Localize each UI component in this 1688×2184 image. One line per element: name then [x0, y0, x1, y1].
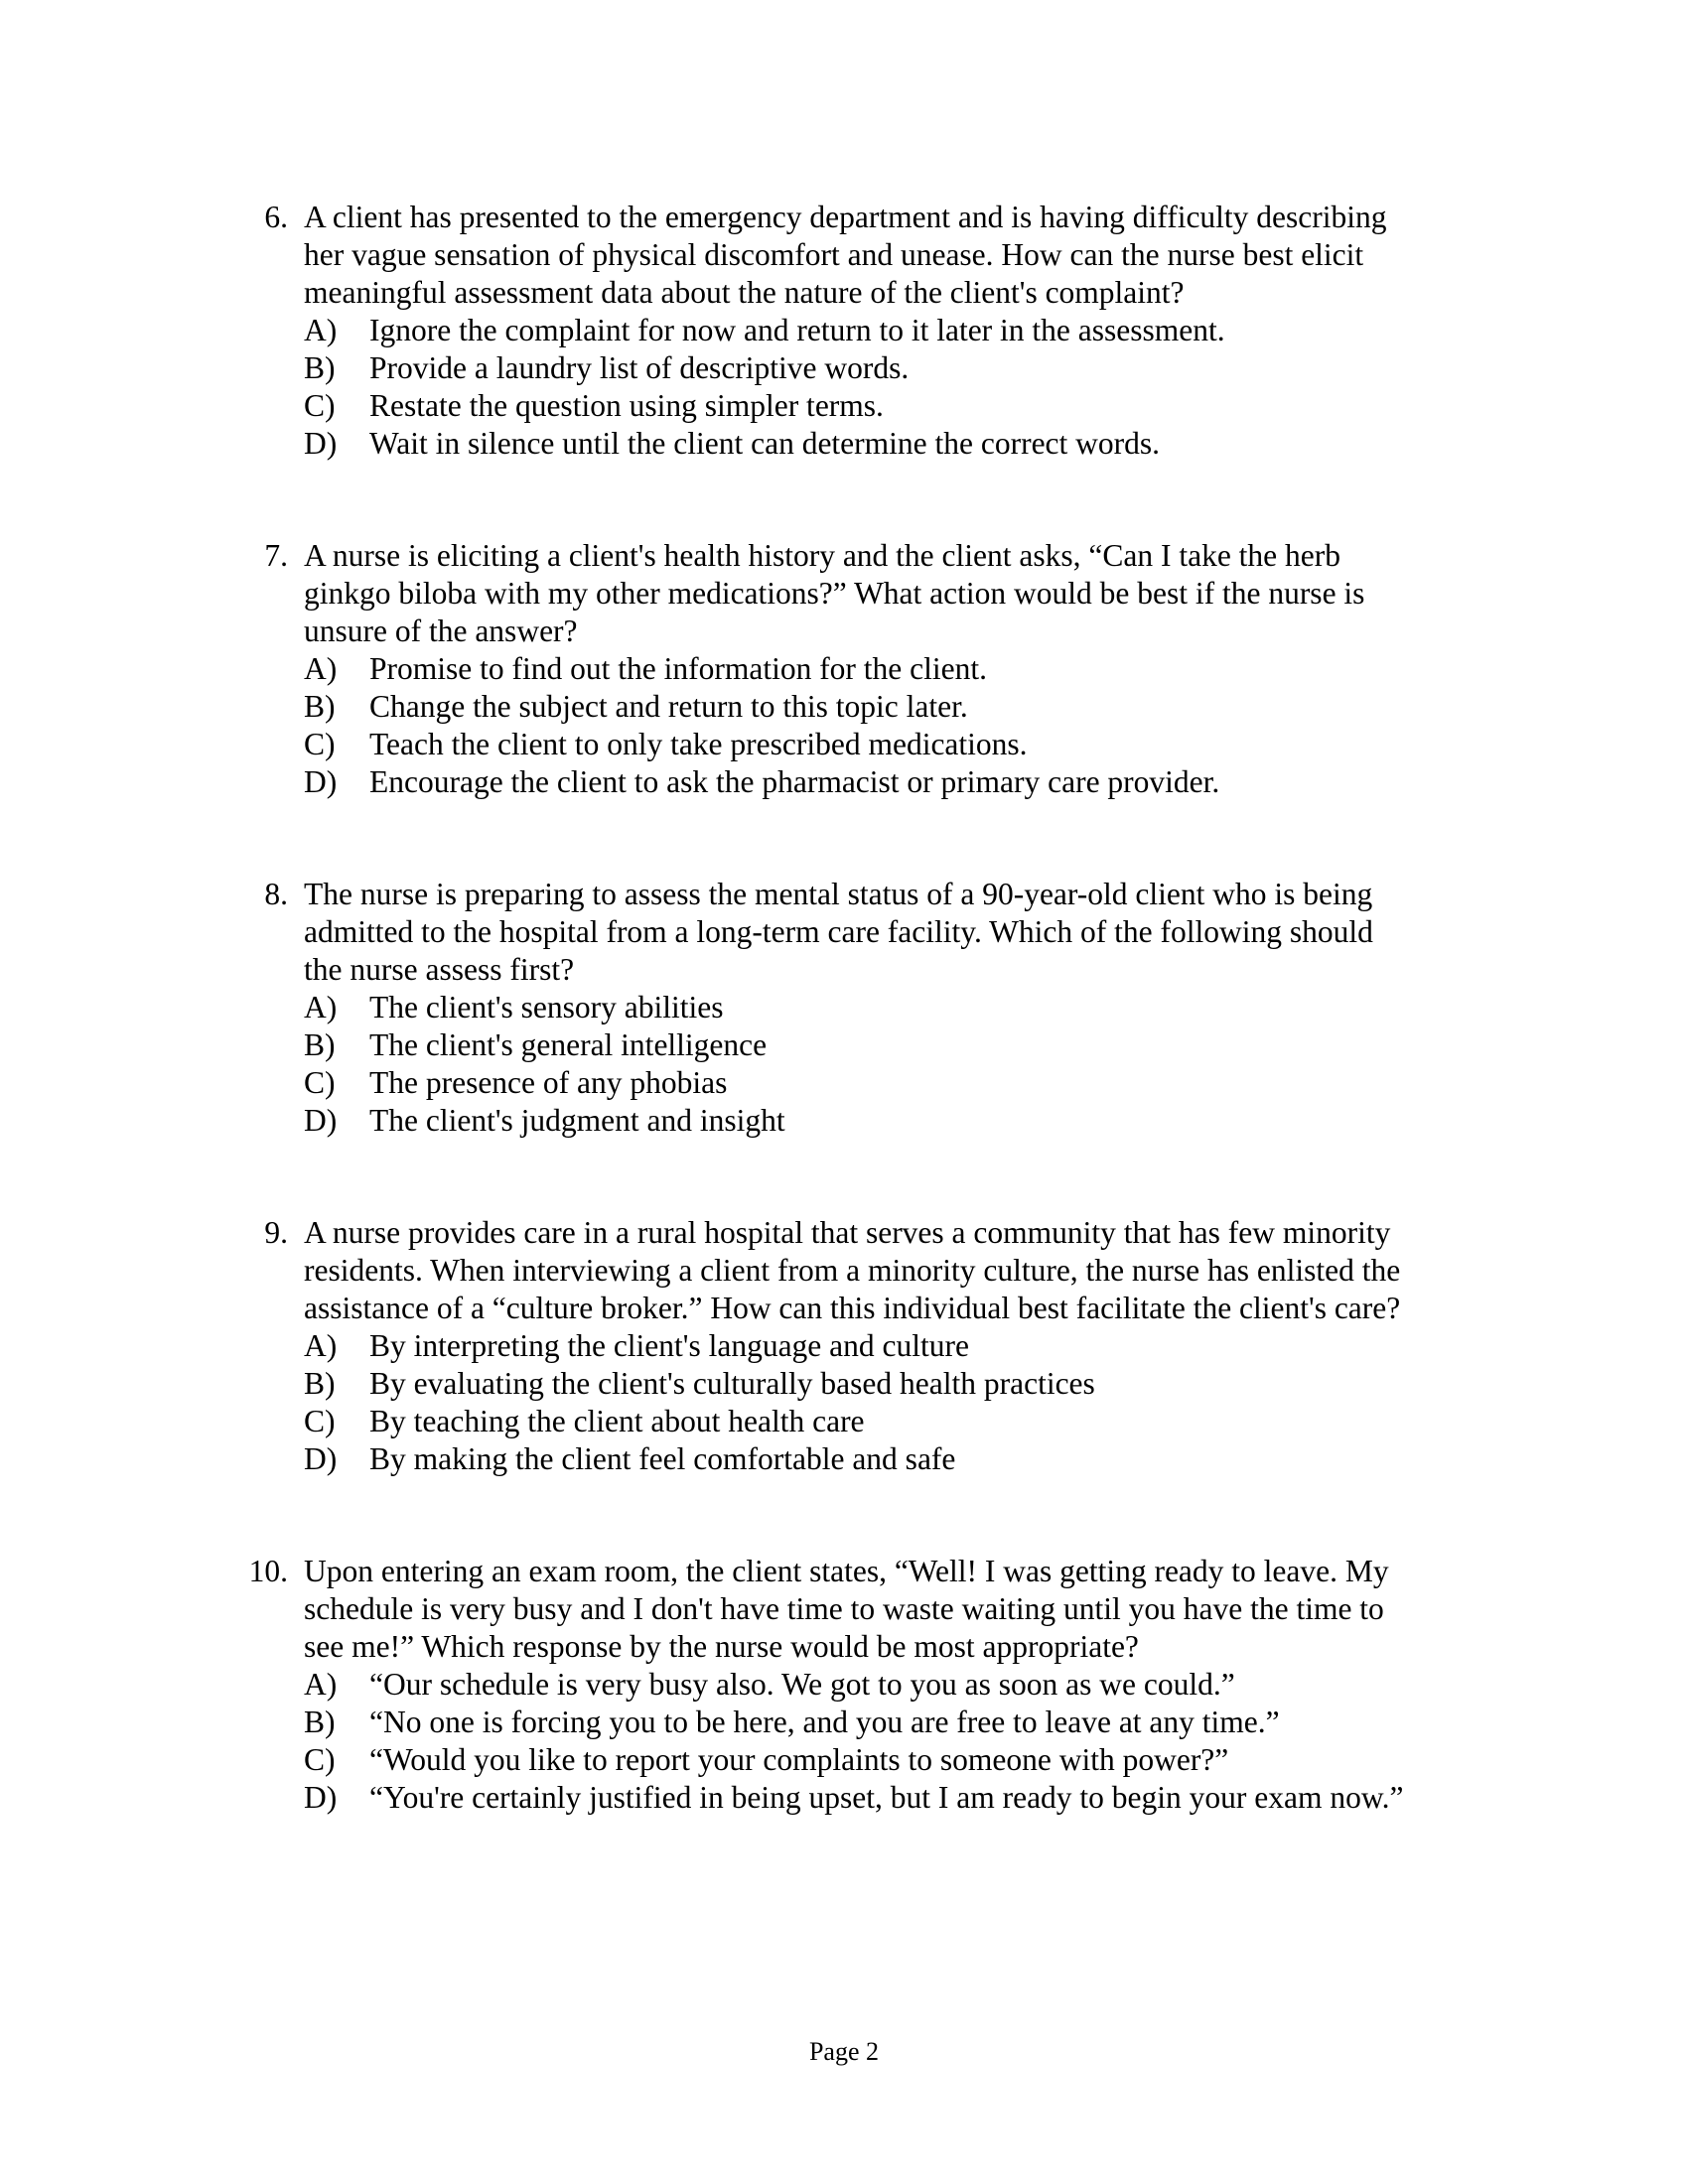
option-letter: D) [304, 1441, 338, 1476]
question-stem-line: Upon entering an exam room, the client states, “Well! I was getting ready to leave. My [304, 1554, 1389, 1588]
option-letter: C) [304, 1742, 336, 1777]
option-letter: A) [304, 1328, 338, 1363]
question-stem-line: A client has presented to the emergency department and is having difficulty describing [304, 200, 1387, 234]
question-stem-line: admitted to the hospital from a long-term care facility. Which of the following should [304, 914, 1373, 949]
option-text: “You're certainly justified in being upset, but I am ready to begin your exam now.” [369, 1780, 1404, 1815]
option-letter: B) [304, 1705, 336, 1739]
question-stem-line: ginkgo biloba with my other medications?” What action would be best if the nurse is [304, 576, 1365, 611]
question-number: 7. [264, 538, 288, 573]
option-letter: C) [304, 727, 336, 761]
question-stem-line: A nurse is eliciting a client's health history and the client asks, “Can I take the herb [304, 538, 1341, 573]
question-stem-line: The nurse is preparing to assess the mental status of a 90-year-old client who is being [304, 877, 1373, 911]
option-text: The client's sensory abilities [369, 990, 724, 1024]
option-letter: A) [304, 651, 338, 686]
option-letter: B) [304, 350, 336, 385]
option-text: By making the client feel comfortable and safe [369, 1441, 956, 1476]
question-stem-line: assistance of a “culture broker.” How can this individual best facilitate the client's care? [304, 1291, 1401, 1325]
question-stem-line: the nurse assess first? [304, 952, 575, 987]
option-text: The client's judgment and insight [369, 1103, 785, 1138]
option-letter: D) [304, 426, 338, 461]
option-text: Ignore the complaint for now and return to it later in the assessment. [369, 313, 1225, 347]
question-stem-line: her vague sensation of physical discomfort and unease. How can the nurse best elicit [304, 237, 1364, 272]
option-text: The client's general intelligence [369, 1027, 768, 1062]
option-letter: A) [304, 990, 338, 1024]
question-stem-line: unsure of the answer? [304, 614, 578, 648]
option-text: “Our schedule is very busy also. We got to you as soon as we could.” [369, 1667, 1235, 1702]
option-text: Promise to find out the information for the client. [369, 651, 988, 686]
question-number: 6. [264, 200, 288, 234]
page-number: Page 2 [808, 2037, 880, 2066]
option-text: “Would you like to report your complaints to someone with power?” [369, 1742, 1229, 1777]
option-letter: D) [304, 1103, 338, 1138]
option-text: By interpreting the client's language and culture [369, 1328, 969, 1363]
question-number: 8. [264, 877, 288, 911]
option-letter: C) [304, 1065, 336, 1100]
option-letter: C) [304, 388, 336, 423]
option-letter: B) [304, 689, 336, 724]
option-text: By evaluating the client's culturally based health practices [369, 1366, 1095, 1401]
option-letter: A) [304, 313, 338, 347]
question-stem-line: schedule is very busy and I don't have time to waste waiting until you have the time to [304, 1591, 1384, 1626]
question-stem-line: see me!” Which response by the nurse would be most appropriate? [304, 1629, 1139, 1664]
option-text: Restate the question using simpler terms. [369, 388, 884, 423]
option-text: Encourage the client to ask the pharmacist or primary care provider. [369, 764, 1220, 799]
question-stem-line: meaningful assessment data about the nature of the client's complaint? [304, 275, 1185, 310]
question-stem-line: residents. When interviewing a client from a minority culture, the nurse has enlisted the [304, 1253, 1401, 1288]
question-number: 10. [248, 1554, 288, 1588]
option-text: Wait in silence until the client can determine the correct words. [369, 426, 1161, 461]
option-letter: D) [304, 1780, 338, 1815]
option-letter: B) [304, 1366, 336, 1401]
option-letter: B) [304, 1027, 336, 1062]
option-letter: C) [304, 1404, 336, 1438]
option-text: “No one is forcing you to be here, and you are free to leave at any time.” [369, 1705, 1280, 1739]
option-letter: A) [304, 1667, 338, 1702]
option-text: Teach the client to only take prescribed medications. [369, 727, 1028, 761]
option-text: The presence of any phobias [369, 1065, 728, 1100]
option-text: Change the subject and return to this topic later. [369, 689, 968, 724]
question-stem-line: A nurse provides care in a rural hospital that serves a community that has few minority [304, 1215, 1391, 1250]
option-letter: D) [304, 764, 338, 799]
option-text: Provide a laundry list of descriptive words. [369, 350, 910, 385]
question-number: 9. [264, 1215, 288, 1250]
option-text: By teaching the client about health care [369, 1404, 865, 1438]
